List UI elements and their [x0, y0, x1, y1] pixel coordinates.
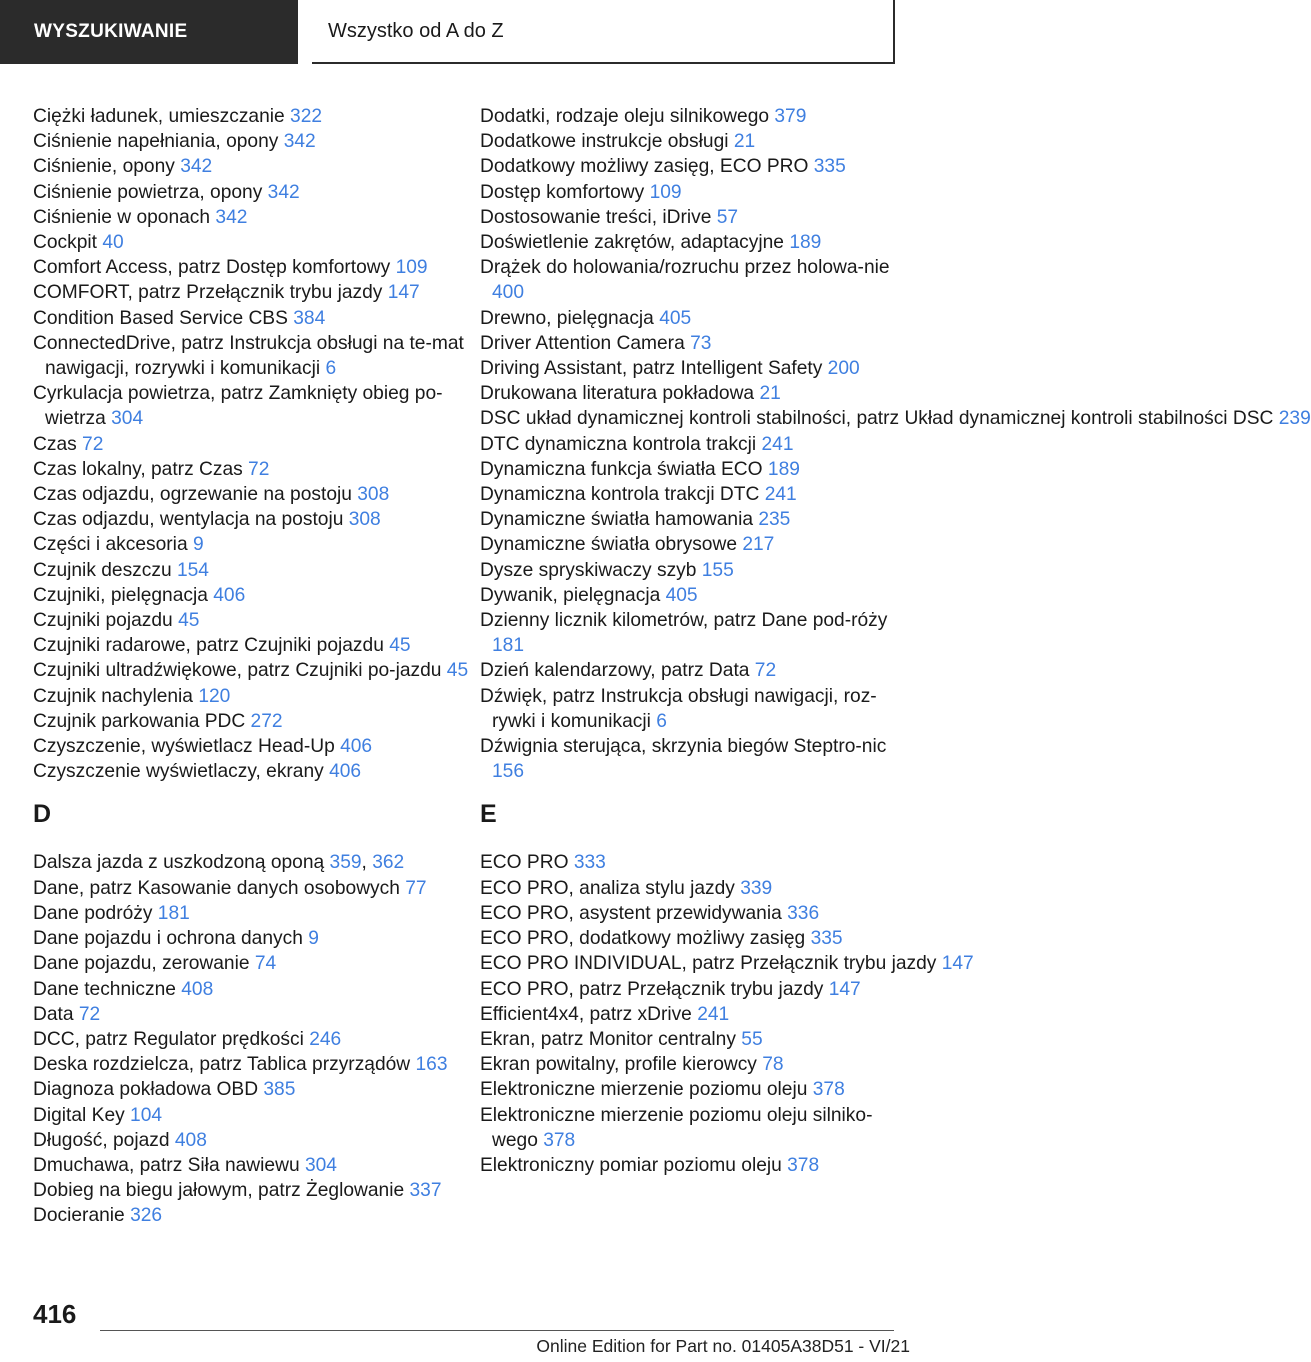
index-entry-text: Dynamiczna kontrola trakcji DTC: [480, 484, 765, 506]
index-entry-text: Dysze spryskiwaczy szyb: [480, 559, 702, 581]
page-separator: ,: [361, 852, 373, 874]
index-entry-text: Ciężki ładunek, umieszczanie: [33, 106, 291, 127]
page-link[interactable]: 378: [787, 1154, 820, 1176]
tab-a-to-z[interactable]: Wszystko od A do Z: [312, 0, 895, 64]
index-entry-text: Dzień kalendarzowy, patrz Data: [480, 660, 755, 682]
index-entry: [480, 608, 900, 658]
index-entry-text: Dane pojazdu i ochrona danych: [33, 928, 309, 950]
page-link[interactable]: 272: [250, 710, 283, 732]
index-entry-text: Deska rozdzielcza, patrz Tablica przyrządów: [33, 1054, 416, 1076]
page-link[interactable]: 77: [405, 877, 427, 899]
page-link[interactable]: 333: [573, 852, 606, 874]
index-entry-text: Dynamiczne światła obrysowe: [480, 534, 743, 556]
index-entry-text: Czyszczenie wyświetlaczy, ekrany: [33, 761, 330, 783]
index-entry: [33, 180, 473, 205]
index-entry-text: Czujniki radarowe, patrz Czujniki pojazdu: [33, 635, 390, 657]
page-link[interactable]: 72: [78, 1003, 101, 1025]
index-entry: [33, 1052, 473, 1077]
page-link[interactable]: 6: [656, 710, 667, 732]
index-entry: [33, 1153, 473, 1178]
page-link[interactable]: 181: [157, 902, 190, 924]
page-link[interactable]: 241: [764, 484, 797, 506]
page-link[interactable]: 55: [741, 1028, 763, 1050]
index-entry: [33, 608, 473, 633]
index-entry: [480, 684, 900, 734]
index-entry: [33, 432, 473, 457]
page-link[interactable]: 74: [254, 953, 277, 975]
index-entry: [33, 558, 473, 583]
index-entry: [33, 901, 473, 926]
index-entry: [480, 331, 900, 356]
index-entry: [480, 1002, 900, 1027]
page-link[interactable]: 45: [446, 660, 469, 682]
index-entry-text: Elektroniczne mierzenie poziomu oleju: [480, 1079, 813, 1101]
index-entry: [480, 583, 900, 608]
page-link[interactable]: 342: [180, 156, 213, 178]
index-entry-text: Dźwięk, patrz Instrukcja obsługi nawigacji, roz-rywki i komunikacji: [480, 685, 877, 732]
index-entry: [480, 381, 900, 406]
index-entry-text: Elektroniczne mierzenie poziomu oleju silniko-wego: [480, 1104, 873, 1151]
index-entry: [480, 356, 900, 381]
page-link[interactable]: 384: [293, 307, 326, 329]
index-entry-text: Dodatkowe instrukcje obsługi: [480, 131, 734, 153]
index-entry: [480, 507, 900, 532]
index-entry-text: Condition Based Service CBS: [33, 307, 294, 329]
index-entry: [480, 306, 900, 331]
page-link[interactable]: 45: [389, 635, 411, 657]
index-entry-text: Dynamiczna funkcja światła ECO: [480, 458, 768, 480]
page-link[interactable]: 9: [192, 534, 204, 556]
page-link[interactable]: 308: [357, 484, 390, 506]
index-group-d: [33, 850, 473, 1228]
index-group-d-continued: [480, 104, 1311, 784]
index-entry-text: Ekran powitalny, profile kierowcy: [480, 1054, 763, 1076]
page-link[interactable]: 339: [740, 877, 773, 899]
page-link[interactable]: 147: [387, 282, 420, 304]
page-link[interactable]: 72: [82, 433, 104, 455]
index-entry-text: Elektroniczny pomiar poziomu oleju: [480, 1154, 788, 1176]
index-entry: [480, 1052, 900, 1077]
index-entry: [33, 104, 473, 129]
index-entry-text: Digital Key: [33, 1104, 131, 1126]
index-entry-text: ECO PRO: [480, 852, 574, 874]
index-group-c: [33, 104, 473, 784]
page-link[interactable]: 337: [409, 1180, 442, 1202]
page-link[interactable]: 217: [742, 534, 775, 556]
index-column-left: [33, 104, 473, 1229]
index-entry: [480, 432, 900, 457]
index-entry-text: Czujnik deszczu: [33, 559, 177, 581]
index-entry-text: Ciśnienie napełniania, opony: [33, 131, 284, 153]
page-link[interactable]: 308: [348, 509, 381, 531]
index-entry-text: Driving Assistant, patrz Intelligent Safety: [480, 358, 828, 380]
index-entry: [480, 180, 900, 205]
page-link[interactable]: 335: [813, 156, 846, 178]
index-entry-text: Cyrkulacja powietrza, patrz Zamknięty obieg po-wietrza: [33, 383, 443, 430]
index-entry: [33, 255, 473, 280]
index-entry-text: Dane techniczne: [33, 978, 182, 1000]
index-entry: [480, 1153, 900, 1178]
index-entry: [33, 684, 473, 709]
page-link[interactable]: 408: [174, 1129, 207, 1151]
index-entry: [33, 457, 473, 482]
index-entry: [33, 129, 473, 154]
page-link[interactable]: 72: [754, 660, 777, 682]
page-link[interactable]: 241: [697, 1003, 730, 1025]
page-link[interactable]: 163: [415, 1054, 448, 1076]
index-entry-text: ConnectedDrive, patrz Instrukcja obsługi na te-mat nawigacji, rozrywki i komunikacji: [33, 332, 464, 380]
index-entry: [480, 255, 900, 305]
index-entry-text: Czujnik parkowania PDC: [33, 710, 251, 732]
index-entry: [33, 1128, 473, 1153]
index-entry-text: Długość, pojazd: [33, 1129, 175, 1151]
index-entry-text: Comfort Access, patrz Dostęp komfortowy: [33, 257, 396, 279]
index-entry: [33, 306, 473, 331]
page-link[interactable]: 406: [340, 736, 373, 758]
index-entry-text: Dźwignia sterująca, skrzynia biegów Steptro-nic: [480, 736, 887, 758]
index-entry: [33, 709, 473, 734]
page-link[interactable]: 405: [665, 584, 698, 606]
index-entry-text: Ciśnienie powietrza, opony: [33, 181, 268, 203]
index-entry: [480, 876, 900, 901]
index-entry-text: Efficient4x4, patrz xDrive: [480, 1003, 698, 1025]
index-letter-d: D: [33, 800, 52, 829]
index-entry: [480, 977, 900, 1002]
index-entry: [480, 154, 900, 179]
index-entry-text: Ekran, patrz Monitor centralny: [480, 1028, 742, 1050]
page-link[interactable]: 378: [543, 1129, 576, 1151]
index-entry-text: DTC dynamiczna kontrola trakcji: [480, 433, 762, 455]
page-link[interactable]: 40: [102, 232, 124, 254]
index-entry: [33, 205, 473, 230]
index-entry-text: Czujnik nachylenia: [33, 685, 199, 707]
page-link[interactable]: 304: [304, 1154, 337, 1176]
page-link[interactable]: 181: [492, 635, 525, 657]
index-entry: [33, 658, 473, 683]
page-link[interactable]: 336: [787, 902, 820, 924]
index-entry: [480, 1077, 900, 1102]
index-entry: [480, 457, 900, 482]
index-entry: [33, 583, 473, 608]
index-entry: [33, 850, 473, 875]
index-entry: [480, 901, 900, 926]
page-link[interactable]: 147: [828, 978, 861, 1000]
page-link[interactable]: 189: [789, 232, 822, 254]
page-link[interactable]: 408: [181, 978, 214, 1000]
index-entry: [480, 850, 900, 875]
index-group-e: [480, 850, 974, 1178]
page-link[interactable]: 378: [812, 1079, 845, 1101]
index-entry: [33, 381, 473, 431]
page-link[interactable]: 57: [716, 206, 739, 228]
index-column-right: [480, 104, 1311, 1178]
index-entry: [33, 1103, 473, 1128]
page-link[interactable]: 379: [774, 106, 807, 127]
footer-divider: [100, 1330, 894, 1331]
index-entry: [33, 1178, 473, 1203]
page-link[interactable]: 405: [659, 307, 692, 329]
page-link[interactable]: 154: [176, 559, 209, 581]
index-entry: [480, 951, 974, 976]
index-entry: [33, 977, 473, 1002]
index-entry-text: DCC, patrz Regulator prędkości: [33, 1028, 310, 1050]
index-entry-text: Ciśnienie, opony: [33, 156, 181, 178]
index-entry-text: Czas lokalny, patrz Czas: [33, 458, 249, 480]
page-link[interactable]: 362: [372, 852, 405, 874]
index-entry-text: Cockpit: [33, 232, 103, 254]
index-entry: [33, 1077, 473, 1102]
page-link[interactable]: 304: [111, 408, 144, 430]
index-entry-text: Dodatkowy możliwy zasięg, ECO PRO: [480, 156, 814, 178]
page-link[interactable]: 147: [941, 953, 974, 975]
page-link[interactable]: 406: [213, 584, 246, 606]
index-entry: [33, 759, 473, 784]
page-number: 416: [33, 1299, 77, 1329]
index-entry: [33, 876, 473, 901]
page-link[interactable]: 45: [178, 610, 200, 632]
index-entry: [33, 230, 473, 255]
index-entry-text: Dane pojazdu, zerowanie: [33, 953, 255, 975]
index-entry: [33, 482, 473, 507]
index-entry: [33, 734, 473, 759]
index-entry: [33, 633, 473, 658]
page-link[interactable]: 326: [130, 1205, 163, 1227]
page-link[interactable]: 335: [810, 928, 843, 950]
index-entry-text: Dobieg na biegu jałowym, patrz Żeglowanie: [33, 1180, 410, 1202]
index-entry: [480, 926, 900, 951]
index-entry-text: Dywanik, pielęgnacja: [480, 584, 666, 606]
page-link[interactable]: 189: [767, 458, 800, 480]
page-link[interactable]: 6: [325, 358, 337, 380]
index-entry: [480, 558, 900, 583]
index-entry-text: Dalsza jazda z uszkodzoną oponą: [33, 852, 330, 874]
page-link[interactable]: 200: [827, 358, 860, 380]
index-entry-text: Dynamiczne światła hamowania: [480, 509, 759, 531]
index-entry: [33, 1027, 473, 1052]
page-link[interactable]: 9: [308, 928, 319, 950]
index-entry-text: Dmuchawa, patrz Siła nawiewu: [33, 1154, 305, 1176]
index-entry-text: ECO PRO, patrz Przełącznik trybu jazdy: [480, 978, 829, 1000]
index-entry: [480, 658, 900, 683]
index-entry: [33, 154, 473, 179]
index-entry-text: Drążek do holowania/rozruchu przez holowa-nie: [480, 257, 890, 279]
page-link[interactable]: 400: [492, 282, 525, 304]
index-entry: [480, 1103, 900, 1153]
page-link[interactable]: 342: [215, 206, 248, 228]
header: [0, 0, 960, 66]
index-entry-text: DSC układ dynamicznej kontroli stabilności, patrz Układ dynamicznej kontroli stabilności DSC: [480, 408, 1279, 430]
page-link[interactable]: 109: [649, 181, 682, 203]
index-entry: [33, 1002, 473, 1027]
index-entry-text: Czujniki, pielęgnacja: [33, 584, 214, 606]
footer-edition: Online Edition for Part no. 01405A38D51 - VI/21: [536, 1336, 910, 1356]
index-entry-text: Dzienny licznik kilometrów, patrz Dane pod-róży: [480, 610, 888, 632]
index-entry-text: ECO PRO, asystent przewidywania: [480, 902, 788, 924]
index-entry-text: Czas odjazdu, wentylacja na postoju: [33, 509, 349, 531]
page-link[interactable]: 109: [395, 257, 428, 279]
index-entry: [33, 532, 473, 557]
page-link[interactable]: 385: [263, 1079, 296, 1101]
index-entry: [33, 331, 473, 381]
index-entry-text: ECO PRO, dodatkowy możliwy zasięg: [480, 928, 811, 950]
page-link[interactable]: 78: [762, 1054, 784, 1076]
index-entry-text: Docieranie: [33, 1205, 131, 1227]
index-entry-text: Diagnoza pokładowa OBD: [33, 1079, 264, 1101]
index-entry: [480, 532, 900, 557]
page-link[interactable]: 72: [248, 458, 270, 480]
page-link[interactable]: 155: [701, 559, 734, 581]
index-entry-text: Dostęp komfortowy: [480, 181, 650, 203]
index-entry-text: Ciśnienie w oponach: [33, 206, 216, 228]
index-entry: [480, 205, 900, 230]
tab-search[interactable]: WYSZUKIWANIE: [0, 0, 298, 64]
index-entry-text: ECO PRO, analiza stylu jazdy: [480, 877, 741, 899]
index-entry-text: Dostosowanie treści, iDrive: [480, 206, 717, 228]
page-link[interactable]: 342: [267, 181, 300, 203]
page-link[interactable]: 322: [290, 106, 323, 127]
page-link[interactable]: 21: [759, 383, 781, 405]
page-link[interactable]: 120: [198, 685, 231, 707]
index-entry: [480, 482, 900, 507]
page-link[interactable]: 239: [1278, 408, 1311, 430]
index-entry: [480, 406, 1311, 431]
index-entry: [480, 734, 900, 784]
index-entry-text: Dane podróży: [33, 902, 158, 924]
index-entry-text: Dane, patrz Kasowanie danych osobowych: [33, 877, 406, 899]
page-link[interactable]: 73: [690, 332, 712, 354]
index-entry-text: Driver Attention Camera: [480, 332, 691, 354]
page-link[interactable]: 235: [758, 509, 791, 531]
index-entry: [480, 104, 900, 129]
index-letter-e: E: [480, 800, 497, 829]
index-entry: [33, 507, 473, 532]
index-entry: [33, 926, 473, 951]
index-entry-text: Czas odjazdu, ogrzewanie na postoju: [33, 484, 358, 506]
index-entry-text: ECO PRO INDIVIDUAL, patrz Przełącznik trybu jazdy: [480, 953, 942, 975]
index-entry-text: Czujniki pojazdu: [33, 610, 179, 632]
index-entry: [480, 230, 900, 255]
page-link[interactable]: 342: [283, 131, 316, 153]
index-entry: [33, 951, 473, 976]
page-link[interactable]: 104: [130, 1104, 163, 1126]
page-link[interactable]: 21: [733, 131, 756, 153]
page-link[interactable]: 406: [329, 761, 362, 783]
index-entry-text: Dodatki, rodzaje oleju silnikowego: [480, 106, 775, 127]
page-link[interactable]: 156: [492, 761, 525, 783]
page-link[interactable]: 246: [309, 1028, 342, 1050]
index-entry-text: Drewno, pielęgnacja: [480, 307, 660, 329]
index-entry-text: Czas: [33, 433, 83, 455]
index-entry: [33, 280, 473, 305]
index-entry-text: Data: [33, 1003, 79, 1025]
index-entry-text: COMFORT, patrz Przełącznik trybu jazdy: [33, 282, 388, 304]
index-entry: [480, 129, 900, 154]
index-entry: [480, 1027, 900, 1052]
index-entry-text: Doświetlenie zakrętów, adaptacyjne: [480, 232, 790, 254]
index-entry-text: Części i akcesoria: [33, 534, 193, 556]
index-entry: [33, 1203, 473, 1228]
page-link[interactable]: 241: [761, 433, 794, 455]
index-entry-text: Drukowana literatura pokładowa: [480, 383, 760, 405]
page-link[interactable]: 359: [329, 852, 362, 874]
index-entry-text: Czujniki ultradźwiękowe, patrz Czujniki po-jazdu: [33, 660, 447, 682]
index-entry-text: Czyszczenie, wyświetlacz Head-Up: [33, 736, 341, 758]
